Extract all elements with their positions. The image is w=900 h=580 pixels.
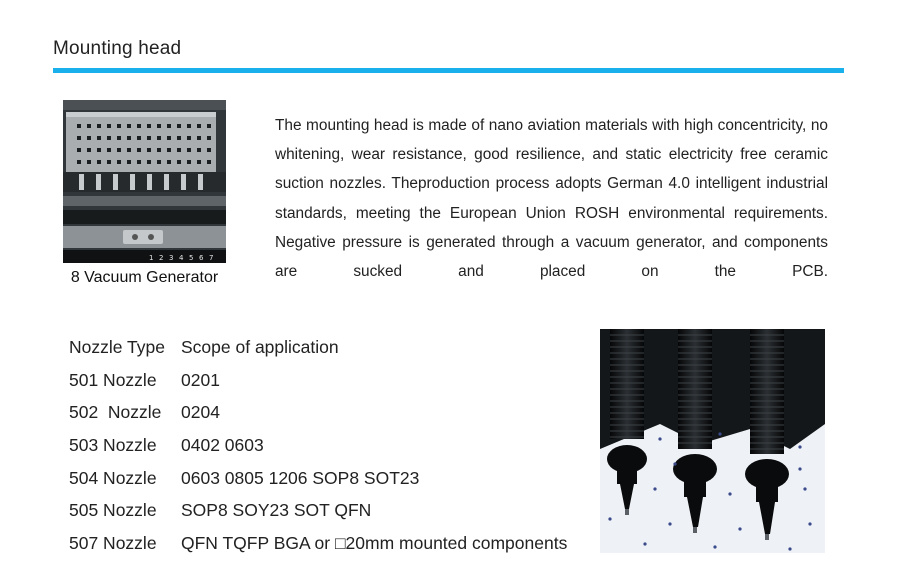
table-row (69, 494, 567, 527)
scope-cell: 0201 (181, 369, 220, 390)
vacuum-generator-image (63, 100, 226, 263)
nozzle-table (69, 331, 567, 560)
suction-nozzles-image (600, 329, 825, 553)
scope-cell: 0603 0805 1206 SOP8 SOT23 (181, 467, 420, 488)
scope-cell: 0204 (181, 402, 220, 423)
scope-cell: SOP8 SOY23 SOT QFN (181, 500, 372, 521)
table-row (69, 396, 567, 429)
svg-text:5: 5 (189, 254, 194, 262)
nozzle-type-cell: 503 Nozzle (69, 434, 157, 455)
table-row (69, 364, 567, 397)
nozzle-type-cell: 505 Nozzle (69, 500, 157, 521)
table-row (69, 429, 567, 462)
scope-cell: QFN TQFP BGA or □20mm mounted components (181, 532, 568, 553)
section-title: Mounting head (53, 38, 182, 59)
title-underline (53, 68, 844, 73)
header-scope: Scope of application (181, 336, 339, 357)
svg-text:4: 4 (179, 254, 184, 262)
scope-cell: 0402 0603 (181, 434, 264, 455)
svg-text:3: 3 (169, 254, 174, 262)
svg-text:2: 2 (159, 254, 164, 262)
header-nozzle-type: Nozzle Type (69, 336, 165, 357)
svg-text:1: 1 (149, 254, 154, 262)
nozzle-type-cell: 504 Nozzle (69, 467, 157, 488)
table-row (69, 527, 567, 560)
vacuum-generator-caption: 8 Vacuum Generator (70, 269, 219, 286)
nozzle-type-cell: 507 Nozzle (69, 532, 157, 553)
mounting-head-description: The mounting head is made of nano aviation materials with high concentricity, no whitening, wear resistance, good resilience, and static electricity free ceramic suction nozzles. Theproduction process adopts German 4.0 intelligent industrial standards, meeting the European Union ROSH environmental requirements. Negative pressure is generated through a vacuum generator, and components are sucked and placed on the PCB. (275, 117, 828, 281)
table-row (69, 462, 567, 495)
table-header-row (69, 331, 567, 364)
nozzle-type-cell: 502 Nozzle (69, 402, 162, 423)
svg-text:6: 6 (199, 254, 204, 262)
svg-text:7: 7 (209, 254, 214, 262)
nozzle-type-cell: 501 Nozzle (69, 369, 157, 390)
